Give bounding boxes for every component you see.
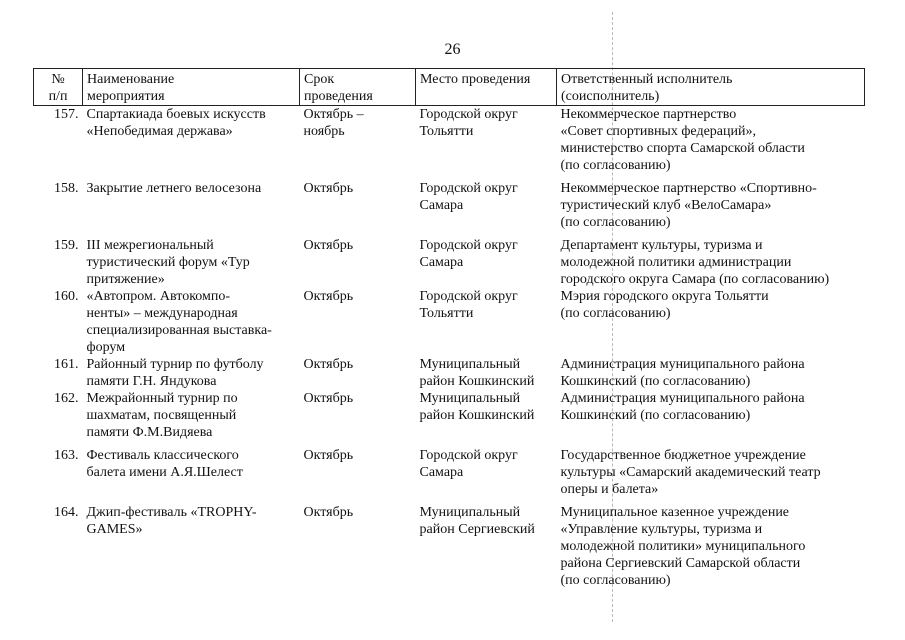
cell-line: Некоммерческое партнерство «Спортивно- [560,181,817,196]
cell-line: Октябрь [303,505,354,520]
row-number: 159. [54,238,79,253]
event-place [416,106,557,181]
cell-line: балета имени А.Я.Шелест [86,465,243,480]
table-row [34,106,865,181]
event-name [83,237,300,288]
events-table-wrapper [33,68,864,589]
cell-line: Государственное бюджетное учреждение [560,448,806,463]
cell-line: Городской округ [419,289,518,304]
event-name [83,390,300,447]
header-name [83,69,300,106]
cell-line: Джип-фестиваль «TROPHY- [86,505,257,520]
cell-line: Тольятти [419,306,474,321]
event-executor [557,390,865,447]
event-term [300,356,416,390]
table-row [34,237,865,288]
cell-line: «Непобедимая держава» [86,124,233,139]
page-number: 26 [444,41,461,58]
cell-line: Октябрь [303,391,354,406]
event-place [416,390,557,447]
cell-line: «Автопром. Автокомпо- [86,289,231,304]
cell-line: Самара [419,198,464,213]
header-term [300,69,416,106]
event-name [83,447,300,504]
cell-line: района Сергиевский Самарской области [560,556,801,571]
cell-line: Фестиваль классического [86,448,239,463]
cell-line: форум [86,340,126,355]
event-place [416,356,557,390]
cell-line: Межрайонный турнир по [86,391,238,406]
row-number: 161. [54,357,79,372]
row-number: 162. [54,391,79,406]
event-name [83,180,300,237]
cell-line: (по согласованию) [560,306,671,321]
cell-line: Муниципальный [419,505,521,520]
events-table [33,68,865,589]
header-num-line: п/п [48,89,68,104]
row-number: 164. [54,505,79,520]
table-row [34,447,865,504]
header-num [34,69,83,106]
cell-line: памяти Г.Н. Яндукова [86,374,217,389]
row-number: 157. [54,107,79,122]
table-row [34,180,865,237]
event-place [416,447,557,504]
cell-line: Закрытие летнего велосезона [86,181,262,196]
event-executor [557,504,865,589]
cell-line: шахматам, посвященный [86,408,237,423]
header-name-line: мероприятия [87,89,165,104]
cell-line: Администрация муниципального района [560,391,805,406]
event-term [300,447,416,504]
header-exec-line: (соисполнитель) [561,89,660,104]
event-term [300,237,416,288]
cell-line: Октябрь [303,357,354,372]
cell-line: Самара [419,465,464,480]
cell-line: молодежной политики» муниципального [560,539,806,554]
cell-line: Октябрь [303,289,354,304]
table-body [34,106,865,590]
header-term-line: проведения [304,89,373,104]
cell-line: (по согласованию) [560,158,671,173]
event-name [83,106,300,181]
header-exec-line: Ответственный исполнитель [561,72,733,87]
row-number: 160. [54,289,79,304]
cell-line: Кошкинский (по согласованию) [560,374,751,389]
event-term [300,390,416,447]
cell-line: туристический клуб «ВелоСамара» [560,198,772,213]
cell-line: (по согласованию) [560,215,671,230]
cell-line: район Сергиевский [419,522,535,537]
cell-line: Администрация муниципального района [560,357,805,372]
cell-line: Октябрь [303,181,354,196]
cell-line: молодежной политики администрации [560,255,792,270]
cell-line: Муниципальный [419,391,521,406]
row-number: 158. [54,181,79,196]
cell-line: Муниципальный [419,357,521,372]
event-term [300,106,416,181]
table-row [34,504,865,589]
cell-line: Городской округ [419,238,518,253]
event-term [300,180,416,237]
cell-line: Районный турнир по футболу [86,357,264,372]
event-executor [557,356,865,390]
cell-line: «Управление культуры, туризма и [560,522,763,537]
event-executor [557,180,865,237]
event-place [416,504,557,589]
cell-line: Мэрия городского округа Тольятти [560,289,769,304]
cell-line: Октябрь – [303,107,364,122]
cell-line: туристический форум «Тур [86,255,250,270]
row-number: 163. [54,448,79,463]
cell-line: специализированная выставка- [86,323,272,338]
event-place [416,288,557,356]
cell-line: Городской округ [419,448,518,463]
cell-line: Самара [419,255,464,270]
cell-line: район Кошкинский [419,374,535,389]
event-executor [557,237,865,288]
cell-line: ненты» – международная [86,306,238,321]
header-exec [557,69,865,106]
event-executor [557,447,865,504]
event-executor [557,288,865,356]
cell-line: культуры «Самарский академический театр [560,465,821,480]
cell-line: Спартакиада боевых искусств [86,107,266,122]
header-num-line: № [51,72,65,87]
event-executor [557,106,865,181]
cell-line: притяжение» [86,272,165,287]
cell-line: GAMES» [86,522,143,537]
event-name [83,504,300,589]
cell-line: район Кошкинский [419,408,535,423]
cell-line: Тольятти [419,124,474,139]
header-name-line: Наименование [87,72,175,87]
cell-line: оперы и балета» [560,482,659,497]
event-term [300,504,416,589]
table-row [34,288,865,356]
cell-line: памяти Ф.М.Видяева [86,425,213,440]
cell-line: Октябрь [303,448,354,463]
cell-line: Октябрь [303,238,354,253]
cell-line: III межрегиональный [86,238,214,253]
event-name [83,356,300,390]
table-row [34,390,865,447]
cell-line: Некоммерческое партнерство [560,107,737,122]
cell-line: Департамент культуры, туризма и [560,238,763,253]
header-place [416,69,557,106]
event-name [83,288,300,356]
event-place [416,180,557,237]
cell-line: городского округа Самара (по согласованию) [560,272,830,287]
table-header [34,69,865,106]
cell-line: (по согласованию) [560,573,671,588]
cell-line: Муниципальное казенное учреждение [560,505,790,520]
cell-line: «Совет спортивных федераций», [560,124,756,139]
table-row [34,356,865,390]
cell-line: ноябрь [303,124,345,139]
event-place [416,237,557,288]
header-place-line: Место проведения [420,72,531,87]
header-term-line: Срок [304,72,335,87]
cell-line: министерство спорта Самарской области [560,141,805,156]
event-term [300,288,416,356]
cell-line: Городской округ [419,107,518,122]
cell-line: Городской округ [419,181,518,196]
cell-line: Кошкинский (по согласованию) [560,408,751,423]
